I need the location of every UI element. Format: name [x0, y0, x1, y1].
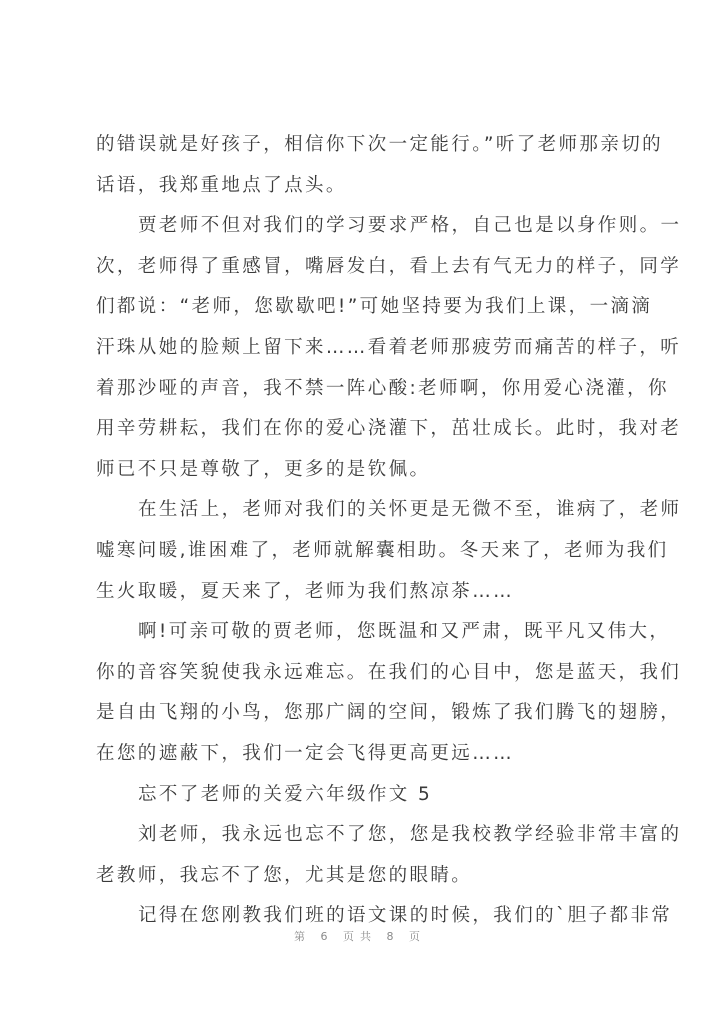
text-line: 在您的遮蔽下，我们一定会飞得更高更远…… — [96, 742, 515, 764]
text-line: 汗珠从她的脸颊上留下来……看着老师那疲劳而痛苦的样子，听 — [96, 336, 682, 358]
text-line: 老教师，我忘不了您，尤其是您的眼睛。 — [96, 864, 473, 886]
page-number-footer: 第 6 页共 8 页 — [294, 930, 426, 943]
paragraph-start-line: 贾老师不但对我们的学习要求严格，自己也是以身作则。一 — [138, 215, 682, 237]
text-line: 话语，我郑重地点了点头。 — [96, 174, 347, 196]
paragraph-start-line: 啊!可亲可敬的贾老师，您既温和又严肃，既平凡又伟大， — [138, 621, 671, 643]
text-line: 嘘寒问暖,谁困难了，老师就解囊相助。冬天来了，老师为我们 — [96, 539, 669, 561]
text-line: 生火取暖，夏天来了，老师为我们熬凉茶…… — [96, 580, 515, 602]
text-line: 你的音容笑貌使我永远难忘。在我们的心目中，您是蓝天，我们 — [96, 661, 682, 683]
text-line: 的错误就是好孩子，相信你下次一定能行。”听了老师那亲切的 — [96, 134, 664, 155]
paragraph-start-line: 记得在您刚教我们班的语文课的时候，我们的`胆子都非常 — [138, 905, 673, 927]
text-line: 是自由飞翔的小鸟，您那广阔的空间，锻炼了我们腾飞的翅膀， — [96, 702, 682, 724]
text-line: 师已不只是尊敬了，更多的是钦佩。 — [96, 458, 431, 480]
text-line: 着那沙哑的声音，我不禁一阵心酸:老师啊，你用爱心浇灌，你 — [96, 377, 669, 399]
text-line: 们都说：“老师，您歇歇吧!”可她坚持要为我们上课，一滴滴 — [96, 296, 653, 318]
document-body — [96, 129, 682, 941]
paragraph-start-line: 刘老师，我永远也忘不了您，您是我校教学经验非常丰富的 — [138, 824, 682, 846]
text-line: 次，老师得了重感冒，嘴唇发白，看上去有气无力的样子，同学 — [96, 255, 682, 277]
section-heading: 忘不了老师的关爱六年级作文 5 — [138, 783, 433, 805]
text-line: 用辛劳耕耘，我们在你的爱心浇灌下，茁壮成长。此时，我对老 — [96, 418, 682, 440]
paragraph-start-line: 在生活上，老师对我们的关怀更是无微不至，谁病了，老师 — [138, 499, 682, 521]
